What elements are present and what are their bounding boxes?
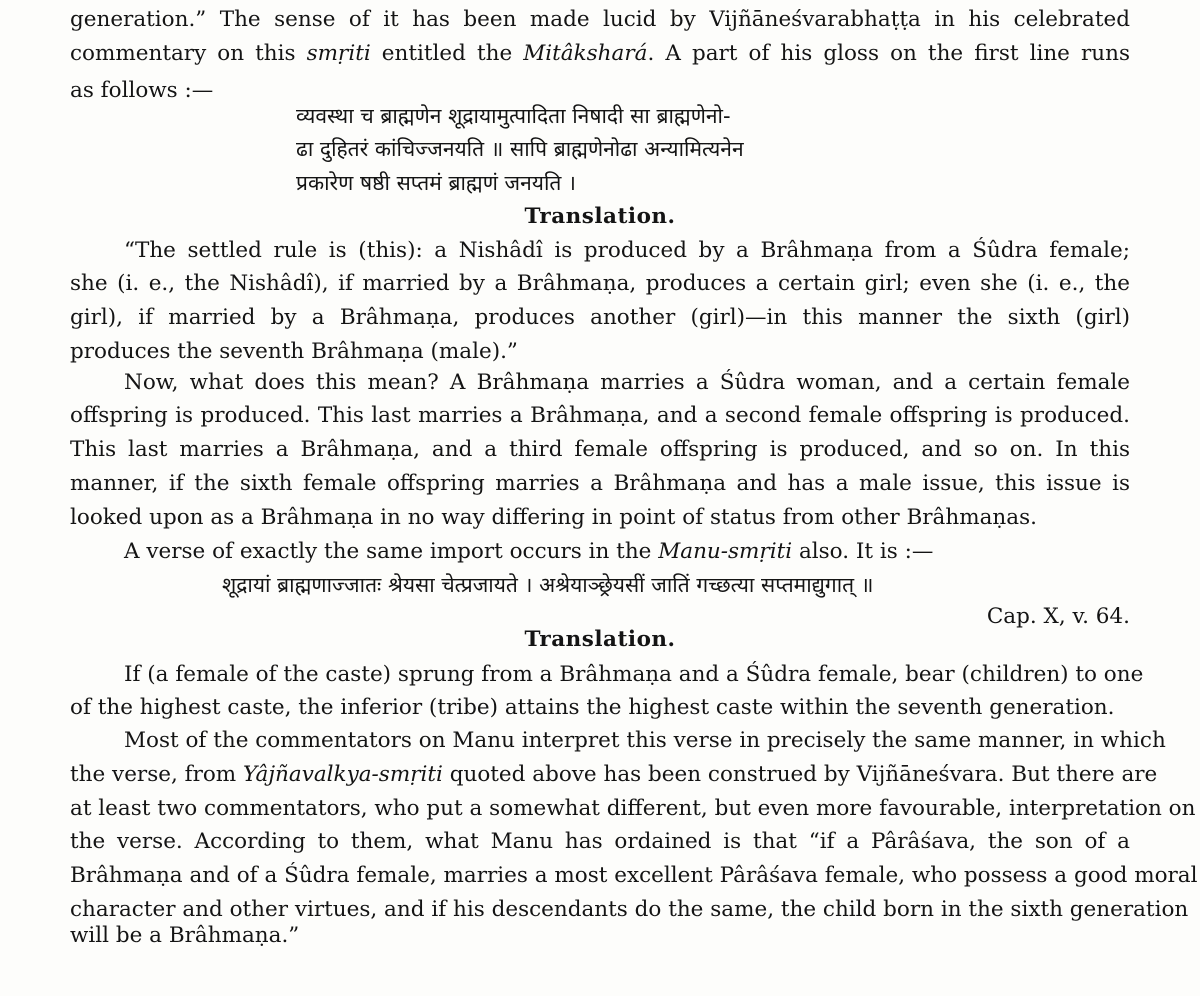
- text-line: Brâhmaṇa and of a Śûdra female, marries a most excellent Pârâśava female, who possess a good moral: [70, 863, 1198, 888]
- text-line: generation.” The sense of it has been made lucid by Vijñāneśvarabhaṭṭa in his celebrated: [70, 7, 1130, 32]
- text-line: produces the seventh Brâhmaṇa (male).”: [70, 339, 518, 364]
- text-line: the verse, from Yâjñavalkya-smṛiti quoted above has been construed by Vijñāneśvara. But there are: [70, 762, 1158, 787]
- text-line: If (a female of the caste) sprung from a Brâhmaṇa and a Śûdra female, bear (children) to one: [124, 662, 1144, 687]
- sanskrit-line: प्रकारेण षष्ठी सप्तमं ब्राह्मणं जनयति ।: [296, 171, 577, 195]
- text-line: manner, if the sixth female offspring marries a Brâhmaṇa and has a male issue, this issue is: [70, 471, 1130, 496]
- text-line: Now, what does this mean? A Brâhmaṇa marries a Śûdra woman, and a certain female: [124, 370, 1130, 395]
- text-line: character and other virtues, and if his descendants do the same, the child born in the sixth generation: [70, 897, 1189, 922]
- verse-reference: Cap. X, v. 64.: [986, 604, 1130, 629]
- text-line: of the highest caste, the inferior (tribe) attains the highest caste within the seventh generation.: [70, 695, 1115, 720]
- text-line: offspring is produced. This last marries a Brâhmaṇa, and a second female offspring is produced.: [70, 403, 1130, 428]
- sanskrit-verse: शूद्रायां ब्राह्मणाज्जातः श्रेयसा चेत्प्रजायते । अश्रेयाञ्छ्रेयसीं जातिं गच्छत्या सप्तमाद्युगात् ॥: [222, 573, 874, 597]
- sanskrit-line: व्यवस्था च ब्राह्मणेन शूद्रायामुत्पादिता निषादी सा ब्राह्मणेनो-: [296, 104, 731, 128]
- text-line: looked upon as a Brâhmaṇa in no way differing in point of status from other Brâhmaṇas.: [70, 505, 1037, 530]
- smriti-term: smṛiti: [306, 41, 371, 66]
- text-line: she (i. e., the Nishâdî), if married by a Brâhmaṇa, produces a certain girl; even she (i. e., the: [70, 271, 1130, 296]
- text-line: will be a Brâhmaṇa.”: [70, 923, 300, 948]
- text-line: commentary on this smṛiti entitled the Mitâkshará. A part of his gloss on the first line runs: [70, 41, 1130, 66]
- text-line: the verse. According to them, what Manu has ordained is that “if a Pârâśava, the son of a: [70, 829, 1130, 854]
- translation-heading: Translation.: [524, 627, 676, 652]
- text-line: girl), if married by a Brâhmaṇa, produces another (girl)—in this manner the sixth (girl): [70, 305, 1130, 330]
- yajnavalkya-title: Yâjñavalkya-smṛiti: [243, 762, 443, 787]
- text-line: A verse of exactly the same import occurs in the Manu-smṛiti also. It is :—: [124, 539, 934, 564]
- text-line: as follows :—: [70, 78, 214, 103]
- mitakshara-title: Mitâkshará: [523, 41, 648, 66]
- manu-smriti-title: Manu-smṛiti: [658, 539, 793, 564]
- translation-heading: Translation.: [524, 204, 676, 229]
- text-line: This last marries a Brâhmaṇa, and a third female offspring is produced, and so on. In this: [70, 437, 1130, 462]
- text-line: “The settled rule is (this): a Nishâdî is produced by a Brâhmaṇa from a Śûdra female;: [124, 238, 1130, 263]
- sanskrit-line: ढा दुहितरं कांचिज्जनयति ॥ सापि ब्राह्मणेनोढा अन्यामित्यनेन: [296, 137, 744, 161]
- text-line: Most of the commentators on Manu interpret this verse in precisely the same manner, in which: [124, 728, 1166, 753]
- text-line: at least two commentators, who put a somewhat different, but even more favourable, interpretation on: [70, 796, 1196, 821]
